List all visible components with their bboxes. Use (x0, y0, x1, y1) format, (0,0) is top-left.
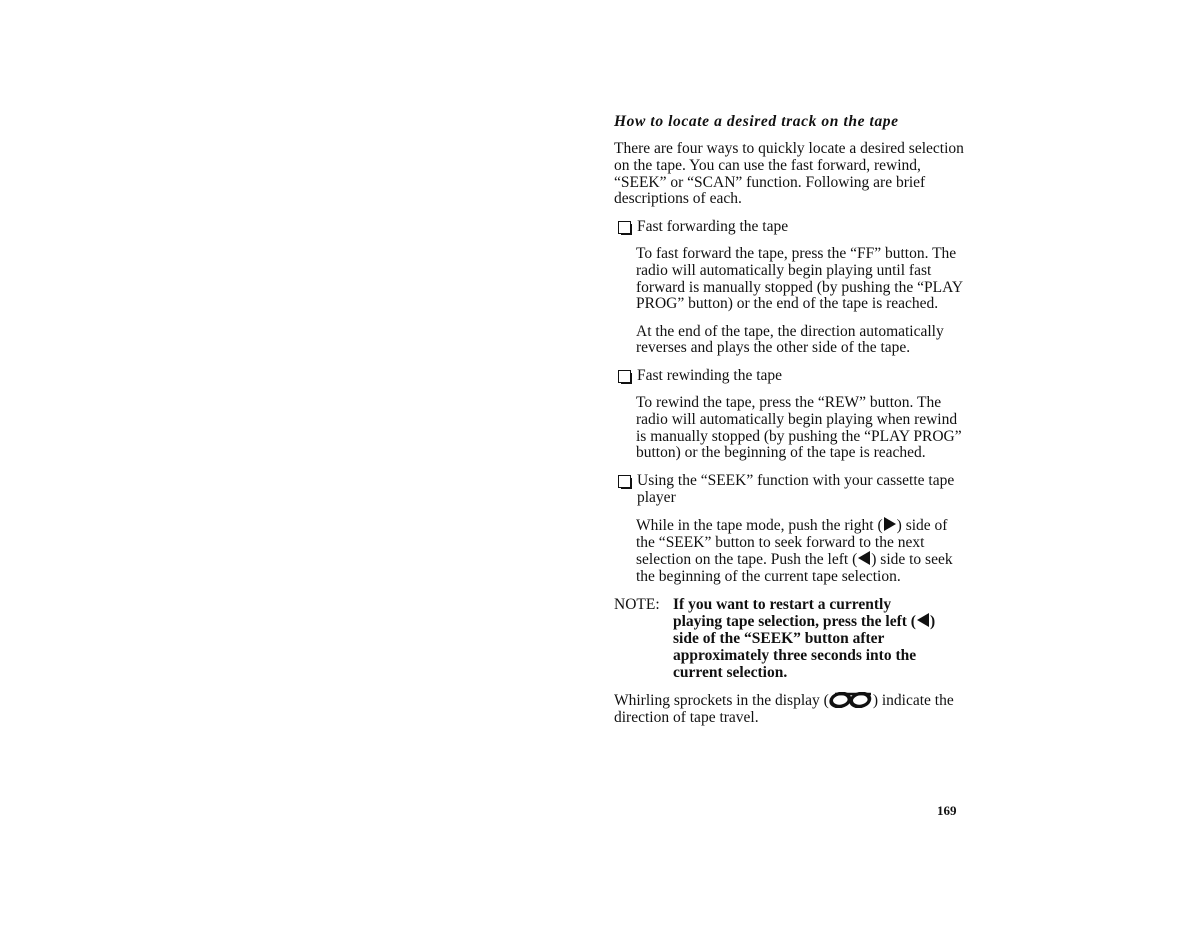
seek-text-c: ) side to seek the beginning of the current tape selection. (636, 551, 953, 586)
bullet-fast-forward (614, 219, 964, 236)
closing-paragraph (614, 692, 964, 727)
note-block (614, 597, 964, 682)
ff-paragraph-1: To fast forward the tape, press the “FF” button. The radio will automatically begin playing until fast forward is manually stopped (by pushing the “PLAY PROG” button) or the end of the tape is reached. (636, 244, 963, 313)
bullet-title: Fast forwarding the tape (637, 217, 789, 235)
manual-page (614, 113, 964, 737)
note-label: NOTE: (614, 595, 660, 613)
seek-text-b: ) side of the “SEEK” button to seek forward to the next selection on the tape. Push the left ( (636, 516, 948, 569)
closing-text-a: Whirling sprockets in the display ( (614, 692, 829, 710)
bullet-title: Fast rewinding the tape (637, 366, 783, 384)
section-heading: How to locate a desired track on the tape (614, 113, 899, 130)
bullet-seek (614, 473, 964, 507)
left-arrow-icon (917, 613, 929, 627)
note-text-b: ) side of the “SEEK” button after approximately three seconds into the current selection. (673, 613, 936, 681)
checkbox-icon (618, 475, 631, 488)
checkbox-icon (618, 370, 631, 383)
rew-paragraph-1: To rewind the tape, press the “REW” button. The radio will automatically begin playing when rewind is manually stopped (by pushing the “PLAY PROG” button) or the beginning of the tape is reached. (636, 394, 962, 462)
note-text (673, 597, 943, 682)
page-number: 169 (937, 803, 957, 818)
note-text-a: If you want to restart a currently playing tape selection, press the left ( (673, 595, 916, 631)
bullet-rewind (614, 368, 964, 385)
checkbox-icon (618, 221, 631, 234)
intro-paragraph: There are four ways to quickly locate a desired selection on the tape. You can use the fast forward, rewind, “SEEK” or “SCAN” function. Following are brief descriptions of each. (614, 140, 964, 208)
seek-paragraph (636, 517, 964, 586)
bullet-title: Using the “SEEK” function with your cassette tape player (637, 471, 955, 506)
closing-text-b: ) indicate the direction of tape travel. (614, 692, 954, 726)
ff-paragraph-2: At the end of the tape, the direction automatically reverses and plays the other side of the tape. (636, 322, 944, 357)
sprocket-icon (829, 692, 873, 708)
left-arrow-icon (858, 551, 870, 565)
seek-text-a: While in the tape mode, push the right ( (636, 516, 883, 534)
right-arrow-icon (884, 517, 896, 531)
